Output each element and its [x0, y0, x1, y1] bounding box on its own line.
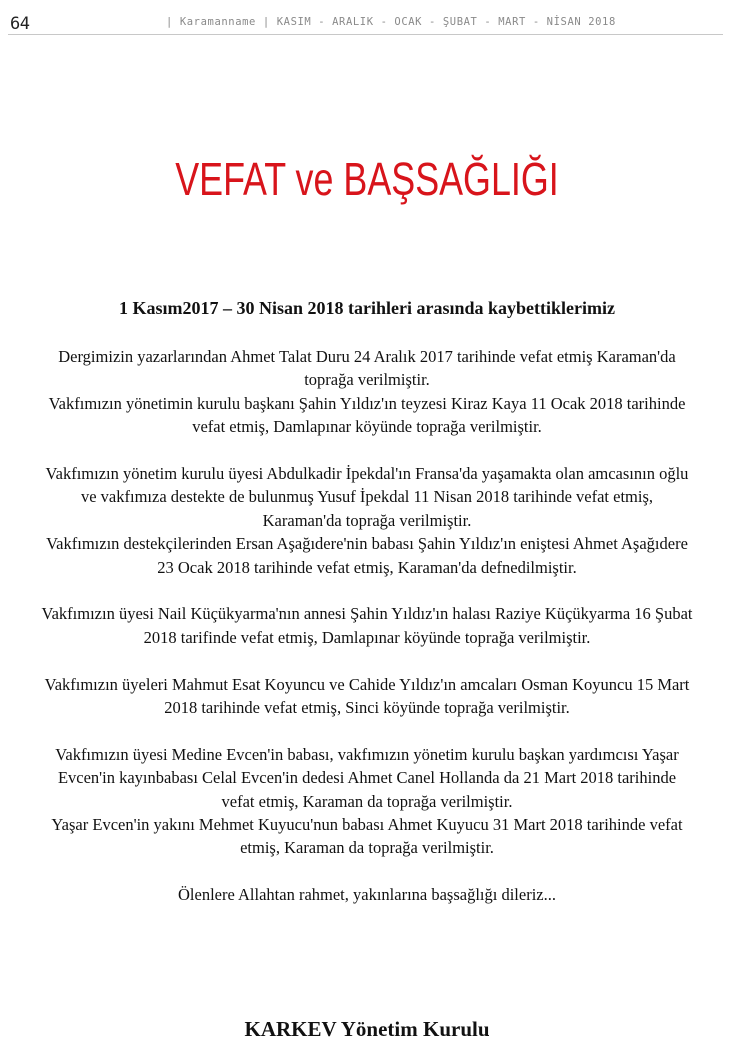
obituary-entry: Vakfımızın yönetim kurulu üyesi Abdulkadir İpekdal'ın Fransa'da yaşamakta olan amcasının oğlu ve vakfımıza destekte de bulunmuş Yusuf İpekdal 11 Nisan 2018 tarihinde vefat etmiş, Karaman'da toprağa verilmiştir.: [45, 464, 689, 530]
obituary-entry: Yaşar Evcen'in yakını Mehmet Kuyucu'nun babası Ahmet Kuyucu 31 Mart 2018 tarihinde vefat etmiş, Karaman da toprağa verilmiştir.: [51, 815, 683, 858]
signature: KARKEV Yönetim Kurulu: [244, 1017, 490, 1041]
obituary-entry: Vakfımızın destekçilerinden Ersan Aşağıdere'nin babası Şahin Yıldız'ın eniştesi Ahmet Aşağıdere 23 Ocak 2018 tarihinde vefat etmiş, Karaman'da defnedilmiştir.: [46, 534, 688, 577]
obituary-paragraph: [40, 743, 694, 860]
page-header: [0, 0, 744, 36]
condolence-message: Ölenlere Allahtan rahmet, yakınlarına başsağlığı dileriz...: [178, 885, 556, 905]
obituary-paragraph: [40, 345, 694, 439]
page-number: 64: [10, 14, 30, 34]
running-head: | Karamanname | KASIM - ARALIK - OCAK - ŞUBAT - MART - NİSAN 2018: [166, 16, 616, 28]
obituary-body: [40, 345, 694, 907]
obituary-entry: Vakfımızın yönetimin kurulu başkanı Şahin Yıldız'ın teyzesi Kiraz Kaya 11 Ocak 2018 tarihinde vefat etmiş, Damlapınar köyünde toprağa verilmiştir.: [48, 393, 686, 437]
header-divider: [8, 34, 723, 35]
obituary-paragraph: [40, 673, 694, 720]
obituary-entry: Dergimizin yazarlarından Ahmet Talat Duru 24 Aralık 2017 tarihinde vefat etmiş Karaman'da toprağa verilmiştir.: [58, 347, 676, 390]
obituary-entry: Vakfımızın üyesi Nail Küçükyarma'nın annesi Şahin Yıldız'ın halası Raziye Küçükyarma 16 Şubat 2018 tarifinde vefat etmiş, Damlapınar köyünde toprağa verilmiştir.: [41, 604, 693, 647]
obituary-paragraph: [40, 602, 694, 649]
obituary-entry: Vakfımızın üyesi Medine Evcen'in babası, vakfımızın yönetim kurulu başkan yardımcısı Yaşar Evcen'in kayınbabası Celal Evcen'in dedesi Ahmet Canel Hollanda da 21 Mart 2018 tarihinde vefat etmiş, Karaman da toprağa verilmiştir.: [55, 744, 679, 811]
obituary-paragraph: [40, 462, 694, 579]
page-title: VEFAT ve BAŞSAĞLIĞI: [175, 153, 559, 205]
date-range-subtitle: 1 Kasım2017 – 30 Nisan 2018 tarihleri arasında kaybettiklerimiz: [119, 298, 615, 318]
obituary-entry: Vakfımızın üyeleri Mahmut Esat Koyuncu ve Cahide Yıldız'ın amcaları Osman Koyuncu 15 Mart 2018 tarihinde vefat etmiş, Sinci köyünde toprağa verilmiştir.: [44, 674, 690, 718]
